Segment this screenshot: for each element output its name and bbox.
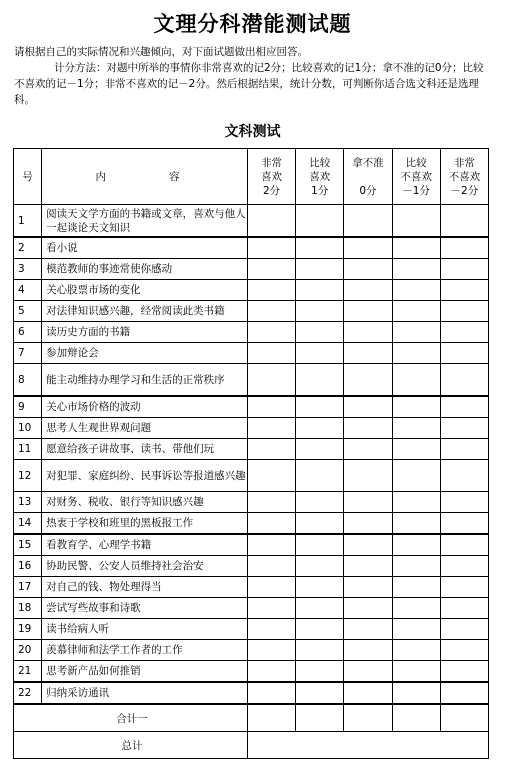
score-cell[interactable] xyxy=(344,661,392,683)
score-cell[interactable] xyxy=(296,619,344,640)
score-cell[interactable] xyxy=(296,598,344,619)
score-cell[interactable] xyxy=(247,598,295,619)
score-cell[interactable] xyxy=(440,343,488,364)
table-row xyxy=(14,439,489,460)
score-cell[interactable] xyxy=(296,534,344,556)
table-row xyxy=(14,556,489,577)
subtotal-label: 合计一 xyxy=(14,704,248,732)
row-number: 13 xyxy=(14,492,42,513)
row-text: 思考新产品如何推销 xyxy=(42,661,248,683)
score-cell[interactable] xyxy=(344,513,392,535)
score-cell[interactable] xyxy=(247,237,295,259)
score-cell[interactable] xyxy=(344,460,392,492)
row-text: 关心股票市场的变化 xyxy=(42,280,248,301)
table-row xyxy=(14,259,489,280)
score-cell[interactable] xyxy=(392,577,440,598)
score-cell[interactable] xyxy=(296,661,344,683)
score-cell[interactable] xyxy=(344,619,392,640)
table-row xyxy=(14,619,489,640)
score-cell[interactable] xyxy=(344,237,392,259)
score-cell[interactable] xyxy=(440,556,488,577)
table-row xyxy=(14,598,489,619)
table-row xyxy=(14,661,489,683)
score-cell[interactable] xyxy=(440,704,488,732)
score-cell[interactable] xyxy=(296,280,344,301)
score-cell[interactable] xyxy=(247,396,295,418)
header-very-dislike: 非常 不喜欢 －2分 xyxy=(440,149,488,205)
row-text: 对法律知识感兴趣，经常阅读此类书籍 xyxy=(42,301,248,322)
row-number: 5 xyxy=(14,301,42,322)
total-row xyxy=(14,732,489,759)
row-number: 14 xyxy=(14,513,42,535)
score-cell[interactable] xyxy=(296,259,344,280)
row-text: 读历史方面的书籍 xyxy=(42,322,248,343)
row-number: 10 xyxy=(14,418,42,439)
row-number: 20 xyxy=(14,640,42,661)
score-cell[interactable] xyxy=(440,492,488,513)
row-text: 关心市场价格的波动 xyxy=(42,396,248,418)
score-cell[interactable] xyxy=(440,460,488,492)
score-cell[interactable] xyxy=(440,418,488,439)
score-cell[interactable] xyxy=(440,439,488,460)
total-cell[interactable] xyxy=(247,732,488,759)
score-cell[interactable] xyxy=(296,640,344,661)
score-cell[interactable] xyxy=(440,396,488,418)
row-number: 18 xyxy=(14,598,42,619)
total-label: 总计 xyxy=(14,732,248,759)
score-cell[interactable] xyxy=(344,534,392,556)
score-cell[interactable] xyxy=(440,513,488,535)
score-cell[interactable] xyxy=(247,439,295,460)
table-row xyxy=(14,301,489,322)
row-text: 读书给病人听 xyxy=(42,619,248,640)
header-dislike: 比较 不喜欢 －1分 xyxy=(392,149,440,205)
score-cell[interactable] xyxy=(344,640,392,661)
score-cell[interactable] xyxy=(392,418,440,439)
score-cell[interactable] xyxy=(344,682,392,704)
score-cell[interactable] xyxy=(392,439,440,460)
score-cell[interactable] xyxy=(296,237,344,259)
score-cell[interactable] xyxy=(440,577,488,598)
row-number: 4 xyxy=(14,280,42,301)
score-cell[interactable] xyxy=(392,619,440,640)
header-item: 内 容 xyxy=(42,149,248,205)
score-cell[interactable] xyxy=(296,492,344,513)
score-cell[interactable] xyxy=(392,661,440,683)
score-cell[interactable] xyxy=(296,418,344,439)
score-cell[interactable] xyxy=(344,343,392,364)
score-cell[interactable] xyxy=(247,704,295,732)
score-cell[interactable] xyxy=(392,280,440,301)
score-cell[interactable] xyxy=(392,237,440,259)
row-text: 看教育学、心理学书籍 xyxy=(42,534,248,556)
row-number: 16 xyxy=(14,556,42,577)
instructions-line: 请根据自己的实际情况和兴趣倾向，对下面试题做出相应回答。 xyxy=(14,46,308,58)
score-cell[interactable] xyxy=(247,661,295,683)
score-cell[interactable] xyxy=(392,460,440,492)
score-cell[interactable] xyxy=(392,492,440,513)
table-body xyxy=(14,205,489,705)
row-number: 9 xyxy=(14,396,42,418)
row-number: 8 xyxy=(14,364,42,397)
score-cell[interactable] xyxy=(440,237,488,259)
score-cell[interactable] xyxy=(296,439,344,460)
score-cell[interactable] xyxy=(440,364,488,397)
score-cell[interactable] xyxy=(296,682,344,704)
score-cell[interactable] xyxy=(296,460,344,492)
score-cell[interactable] xyxy=(440,322,488,343)
score-cell[interactable] xyxy=(344,598,392,619)
score-cell[interactable] xyxy=(296,396,344,418)
score-cell[interactable] xyxy=(392,322,440,343)
score-cell[interactable] xyxy=(247,322,295,343)
row-number: 21 xyxy=(14,661,42,683)
row-number: 7 xyxy=(14,343,42,364)
table-header-row xyxy=(14,149,489,205)
score-cell[interactable] xyxy=(440,598,488,619)
score-cell[interactable] xyxy=(344,396,392,418)
score-cell[interactable] xyxy=(392,682,440,704)
row-number: 3 xyxy=(14,259,42,280)
row-text: 对财务、税收、银行等知识感兴趣 xyxy=(42,492,248,513)
score-cell[interactable] xyxy=(392,259,440,280)
score-cell[interactable] xyxy=(440,259,488,280)
table-row xyxy=(14,237,489,259)
score-cell[interactable] xyxy=(344,577,392,598)
instructions xyxy=(14,44,494,108)
score-cell[interactable] xyxy=(392,640,440,661)
table-row xyxy=(14,280,489,301)
row-text: 模范教师的事迹常使你感动 xyxy=(42,259,248,280)
score-cell[interactable] xyxy=(392,396,440,418)
score-cell[interactable] xyxy=(440,619,488,640)
score-cell[interactable] xyxy=(344,492,392,513)
score-cell[interactable] xyxy=(392,598,440,619)
score-cell[interactable] xyxy=(296,322,344,343)
subtotal-row xyxy=(14,704,489,732)
table-row xyxy=(14,682,489,704)
score-cell[interactable] xyxy=(392,364,440,397)
score-cell[interactable] xyxy=(247,460,295,492)
score-cell[interactable] xyxy=(344,280,392,301)
score-cell[interactable] xyxy=(296,301,344,322)
row-text: 看小说 xyxy=(42,237,248,259)
scoring-method: 计分方法：对题中所举的事情你非常喜欢的记2分；比较喜欢的记1分；拿不准的记0分；比较不喜欢的记－1分；非常不喜欢的记－2分。然后根据结果，统计分数，可判断你适合选文科还是选理科。 xyxy=(14,62,484,106)
row-number: 12 xyxy=(14,460,42,492)
score-cell[interactable] xyxy=(296,343,344,364)
score-cell[interactable] xyxy=(296,364,344,397)
score-cell[interactable] xyxy=(247,619,295,640)
section-title: 文科测试 xyxy=(224,124,281,140)
score-cell[interactable] xyxy=(392,704,440,732)
score-cell[interactable] xyxy=(247,259,295,280)
row-text: 参加辩论会 xyxy=(42,343,248,364)
score-cell[interactable] xyxy=(296,205,344,238)
score-cell[interactable] xyxy=(392,534,440,556)
score-cell[interactable] xyxy=(344,439,392,460)
row-text: 对犯罪、家庭纠纷、民事诉讼等报道感兴趣 xyxy=(42,460,248,492)
page-title: 文理分科潜能测试题 xyxy=(153,11,352,36)
header-very-like: 非常 喜欢 2分 xyxy=(247,149,295,205)
score-cell[interactable] xyxy=(440,534,488,556)
score-cell[interactable] xyxy=(344,704,392,732)
row-text: 归纳采访通讯 xyxy=(42,682,248,704)
score-cell[interactable] xyxy=(344,322,392,343)
score-cell[interactable] xyxy=(247,577,295,598)
score-cell[interactable] xyxy=(392,556,440,577)
header-num: 号 xyxy=(14,149,42,205)
row-number: 1 xyxy=(14,205,42,238)
row-number: 19 xyxy=(14,619,42,640)
score-cell[interactable] xyxy=(344,259,392,280)
row-text: 思考人生观世界观问题 xyxy=(42,418,248,439)
score-cell[interactable] xyxy=(247,513,295,535)
row-text: 热衷于学校和班里的黑板报工作 xyxy=(42,513,248,535)
score-cell[interactable] xyxy=(247,418,295,439)
score-cell[interactable] xyxy=(344,364,392,397)
score-cell[interactable] xyxy=(440,661,488,683)
table-row xyxy=(14,492,489,513)
score-cell[interactable] xyxy=(247,492,295,513)
score-cell[interactable] xyxy=(247,682,295,704)
table-row xyxy=(14,364,489,397)
score-cell[interactable] xyxy=(392,513,440,535)
row-text: 愿意给孩子讲故事、读书、带他们玩 xyxy=(42,439,248,460)
score-cell[interactable] xyxy=(247,364,295,397)
row-number: 22 xyxy=(14,682,42,704)
table-row xyxy=(14,460,489,492)
table-row xyxy=(14,513,489,535)
score-cell[interactable] xyxy=(392,205,440,238)
score-cell[interactable] xyxy=(247,534,295,556)
test-table xyxy=(13,148,489,759)
score-cell[interactable] xyxy=(440,280,488,301)
table-row xyxy=(14,322,489,343)
row-text: 尝试写些故事和诗歌 xyxy=(42,598,248,619)
score-cell[interactable] xyxy=(440,205,488,238)
score-cell[interactable] xyxy=(440,682,488,704)
row-text: 对自己的钱、物处理得当 xyxy=(42,577,248,598)
table-row xyxy=(14,396,489,418)
score-cell[interactable] xyxy=(440,640,488,661)
score-cell[interactable] xyxy=(440,301,488,322)
row-number: 15 xyxy=(14,534,42,556)
score-cell[interactable] xyxy=(296,577,344,598)
score-cell[interactable] xyxy=(344,556,392,577)
row-text: 能主动维持办理学习和生活的正常秩序 xyxy=(42,364,248,397)
table-row xyxy=(14,577,489,598)
row-number: 2 xyxy=(14,237,42,259)
table-row xyxy=(14,205,489,238)
table-row xyxy=(14,418,489,439)
score-cell[interactable] xyxy=(392,343,440,364)
score-cell[interactable] xyxy=(247,343,295,364)
score-cell[interactable] xyxy=(392,301,440,322)
score-cell[interactable] xyxy=(344,418,392,439)
score-cell[interactable] xyxy=(344,301,392,322)
score-cell[interactable] xyxy=(247,205,295,238)
row-text: 协助民警、公安人员维持社会治安 xyxy=(42,556,248,577)
row-text: 羡慕律师和法学工作者的工作 xyxy=(42,640,248,661)
score-cell[interactable] xyxy=(296,704,344,732)
score-cell[interactable] xyxy=(247,556,295,577)
score-cell[interactable] xyxy=(296,513,344,535)
score-cell[interactable] xyxy=(247,301,295,322)
score-cell[interactable] xyxy=(247,640,295,661)
header-like: 比较 喜欢 1分 xyxy=(296,149,344,205)
row-text: 阅读天文学方面的书籍或文章，喜欢与他人一起谈论天文知识 xyxy=(42,205,248,238)
table-row xyxy=(14,534,489,556)
score-cell[interactable] xyxy=(247,280,295,301)
header-unsure: 拿不准 0分 xyxy=(344,149,392,205)
table-row xyxy=(14,640,489,661)
row-number: 17 xyxy=(14,577,42,598)
row-number: 11 xyxy=(14,439,42,460)
score-cell[interactable] xyxy=(296,556,344,577)
table-row xyxy=(14,343,489,364)
score-cell[interactable] xyxy=(344,205,392,238)
row-number: 6 xyxy=(14,322,42,343)
